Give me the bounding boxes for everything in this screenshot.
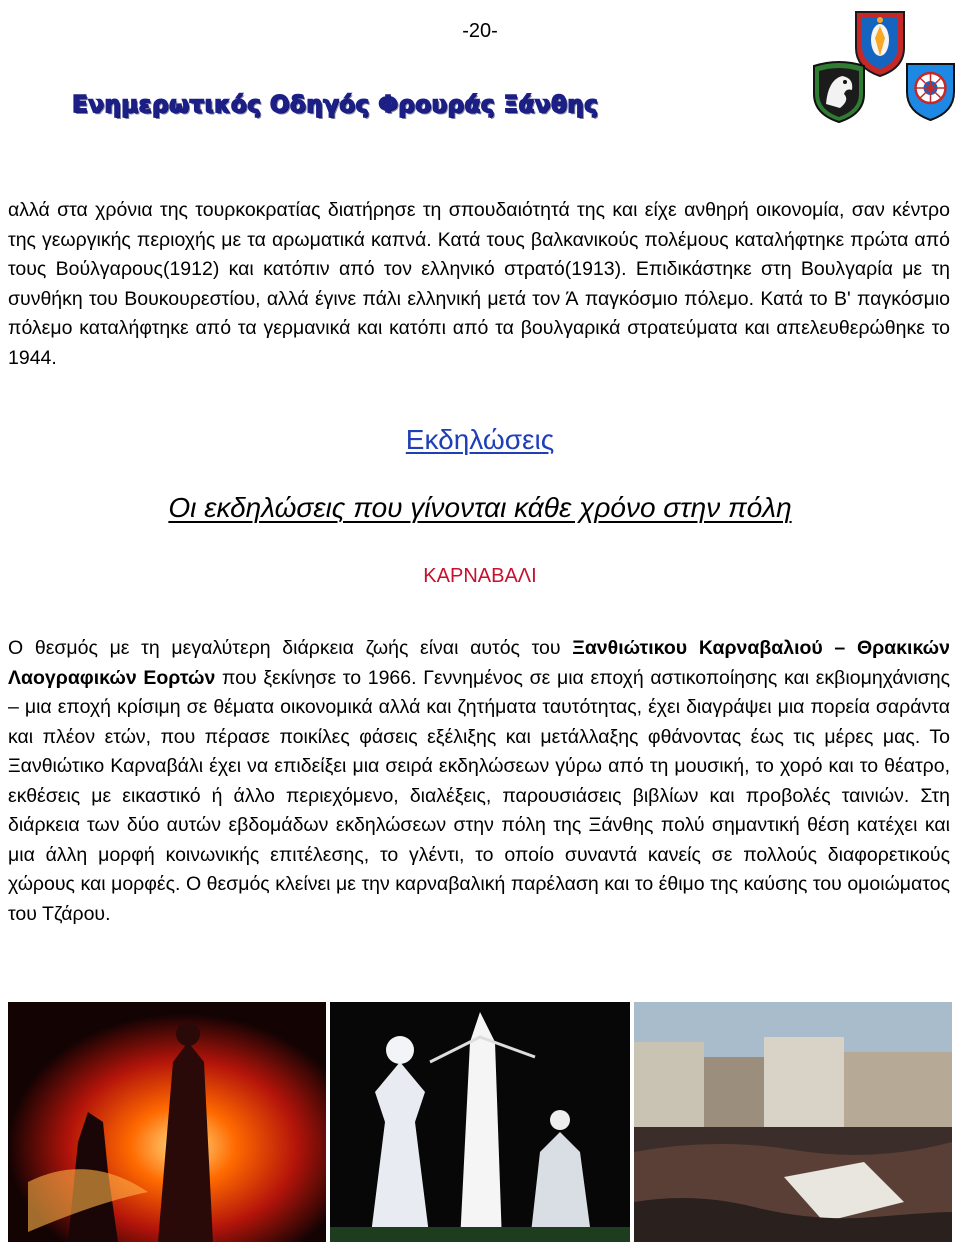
unit-emblem-left-icon xyxy=(810,60,868,124)
unit-emblem-right-icon xyxy=(903,60,958,122)
carnival-rest: που ξεκίνησε το 1966. Γεννημένος σε μια εποχή αστικοποίησης και εκβιομηχάνισης – μια εποχή κρίσιμη σε θέματα οικονομικά αλλά και ζητήματα ταυτότητας, έχει διαγράψει μια πορεία σαράντα και πλέον ετών, που πέρασε ποικίλες φάσεις εξέλιξης και μετάλλαξης φθάνοντας έως τις μέρες μας. Το Ξανθιώτικο Καρναβάλι έχει να επιδείξει μια σειρά εκδηλώσεων γύρω από τη μουσική, το χορό και το θέατρο, εκθέσεις με εικαστικό ή άλλο περιεχόμενο, διαλέξεις, παρουσιάσεις βιβλίων και προβολές ταινιών. Στη διάρκεια των δύο αυτών εβδομάδων εκδηλώσεων στην πόλη της Ξάνθης πολύ σημαντική θέση κατέχει και μια άλλη μορφή κοινωνικής επιτέλεσης, το γλέντι, το οποίο συναντά κανείς σε πολλούς διαφορετικούς χώρους και μορφές. Ο θεσμός κλείνει με την καρναβαλική παρέλαση και το έθιμο της καύσης του ομοιώματος του Τζάρου. xyxy=(8,666,951,925)
photo-fire-performers xyxy=(8,1002,326,1242)
carnival-paragraph xyxy=(8,634,950,929)
carnival-label: ΚΑΡΝΑΒΑΛΙ xyxy=(423,565,537,587)
photo-puppets xyxy=(330,1002,630,1242)
header-title: Ενημερωτικός Οδηγός Φρουράς Ξάνθης xyxy=(72,92,599,118)
events-heading: Εκδηλώσεις xyxy=(405,424,555,455)
carnival-intro: Ο θεσμός με τη μεγαλύτερη διάρκεια ζωής είναι αυτός του xyxy=(8,637,561,659)
page-number: -20- xyxy=(462,20,498,42)
events-subheading: Οι εκδηλώσεις που γίνονται κάθε χρόνο στην πόλη xyxy=(168,492,792,523)
carnival-bold-name: Ξανθιώτικου Καρναβαλιού – Θρακικών Λαογραφικών Εορτών xyxy=(8,637,950,689)
history-paragraph: αλλά στα χρόνια της τουρκοκρατίας διατήρησε τη σπουδαιότητά της και είχε ανθηρή οικονομία, σαν κέντρο της γεωργικής περιοχής με τα αρωματικά καπνά. Κατά τους βαλκανικούς πολέμους καταλήφτηκε πρώτα από τους Βούλγαρους(1912) και κατόπιν από τον ελληνικό στρατό(1913). Επιδικάστηκε στη Βουλγαρία με τη συνθήκη του Βουκουρεστίου, αλλά έγινε πάλι ελληνική μετά τον Ά παγκόσμιο πόλεμο. Κατά το Β' παγκόσμιο πόλεμο καταλήφτηκε από τα γερμανικά και κατόπι από τα βουλγαρικά στρατεύματα και απελευθερώθηκε το 1944. xyxy=(8,199,950,369)
photo-crowd-square xyxy=(634,1002,952,1242)
